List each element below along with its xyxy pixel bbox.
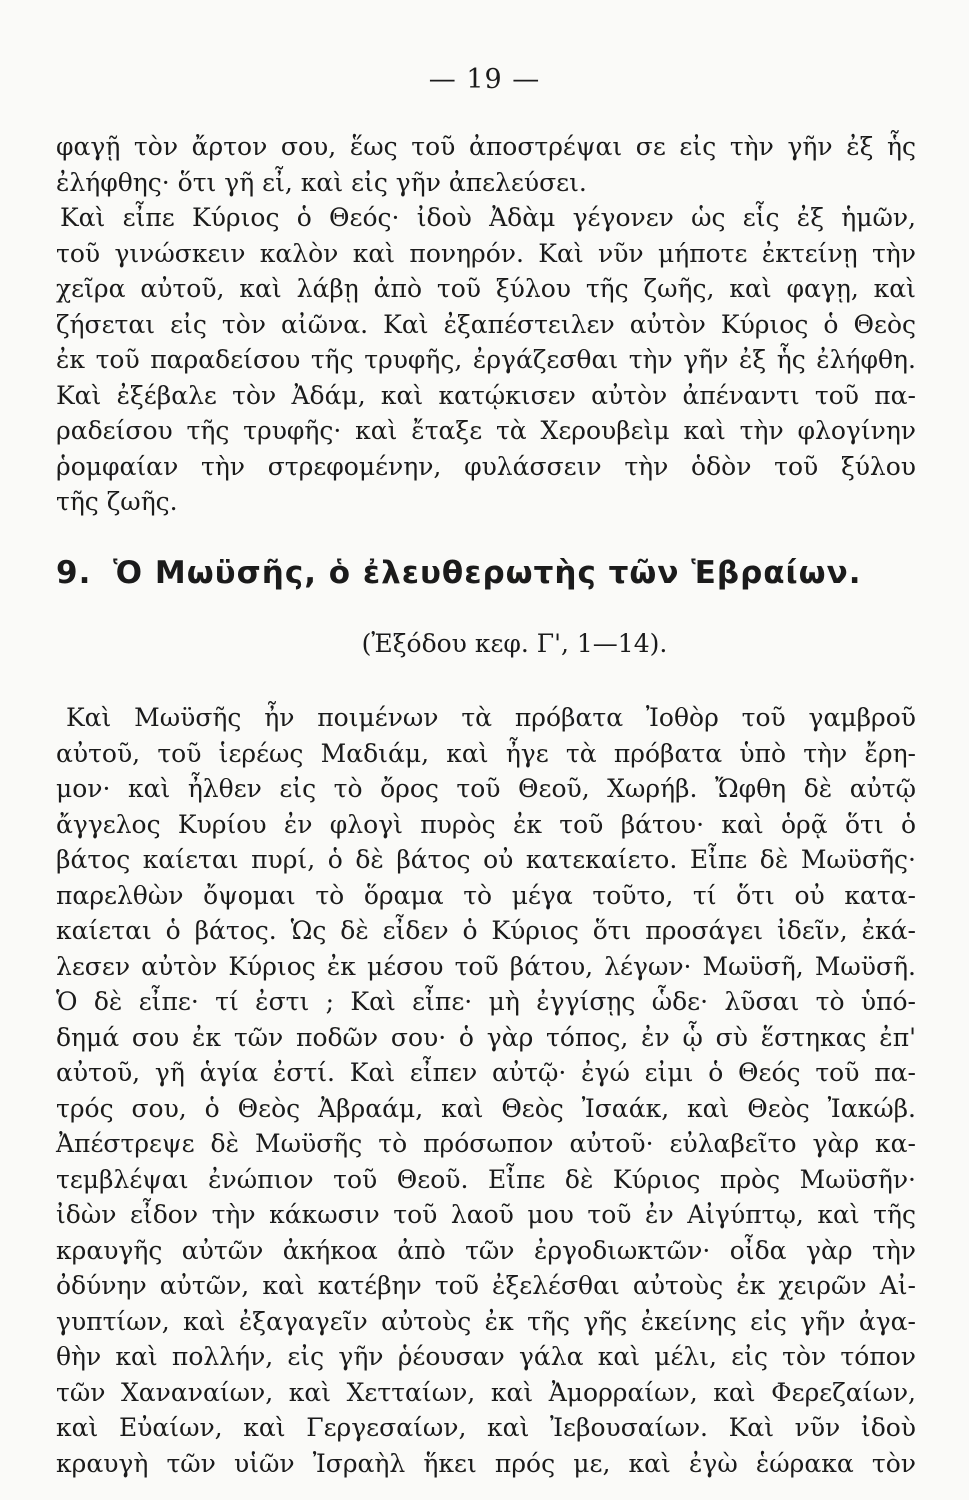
text-line: κραυγὴ τῶν υἱῶν Ἰσραὴλ ἥκει πρός με, καὶ ἐγὼ ἑώρακα τὸν bbox=[56, 1448, 916, 1478]
text-line: ραδείσου τῆς τρυφῆς· καὶ ἔταξε τὰ Χερουβεὶμ καὶ τὴν φλογίνην bbox=[56, 416, 916, 445]
text-line: τοῦ γινώσκειν καλὸν καὶ πονηρόν. Καὶ νῦν μήποτε ἐκτείνῃ τὴν bbox=[56, 238, 916, 268]
text-line: τρός σου, ὁ Θεὸς Ἀβραάμ, καὶ Θεὸς Ἰσαάκ, καὶ Θεὸς Ἰακώβ. bbox=[56, 1093, 916, 1123]
text-line: τεμβλέψαι ἐνώπιον τοῦ Θεοῦ. Εἶπε δὲ Κύριος πρὸς Μωϋσῆν· bbox=[56, 1164, 916, 1194]
text-line: αὐτοῦ, τοῦ ἱερέως Μαδιάμ, καὶ ἦγε τὰ πρόβατα ὑπὸ τὴν ἔρη- bbox=[56, 738, 916, 768]
text-line: ὀδύνην αὐτῶν, καὶ κατέβην τοῦ ἐξελέσθαι αὐτοὺς ἐκ χειρῶν Αἰ- bbox=[56, 1271, 916, 1300]
section-number: 9. bbox=[56, 555, 92, 591]
text-line: βάτος καίεται πυρί, ὁ δὲ βάτος οὐ κατεκαίετο. Εἶπε δὲ Μωϋσῆς· bbox=[56, 845, 916, 874]
text-line: ζήσεται εἰς τὸν αἰῶνα. Καὶ ἐξαπέστειλεν αὐτὸν Κύριος ὁ Θεὸς bbox=[56, 309, 916, 339]
text-line: ῥομφαίαν τὴν στρεφομένην, φυλάσσειν τὴν ὁδὸν τοῦ ξύλου bbox=[56, 451, 916, 481]
text-line: παρελθὼν ὄψομαι τὸ ὅραμα τὸ μέγα τοῦτο, τί ὅτι οὐ κατα- bbox=[56, 880, 916, 910]
text-line: ἄγγελος Κυρίου ἐν φλογὶ πυρὸς ἐκ τοῦ βάτου· καὶ ὁρᾷ ὅτι ὁ bbox=[56, 809, 916, 839]
text-line: ἐκ τοῦ παραδείσου τῆς τρυφῆς, ἐργάζεσθαι τὴν γῆν ἐξ ἧς ἐλήφθη. bbox=[56, 345, 916, 374]
text-line: γυπτίων, καὶ ἐξαγαγεῖν αὐτοὺς ἐκ τῆς γῆς ἐκείνης εἰς γῆν ἀγα- bbox=[56, 1306, 916, 1336]
text-line: τῶν Χαναναίων, καὶ Χετταίων, καὶ Ἀμορραίων, καὶ Φερεζαίων, bbox=[56, 1377, 916, 1407]
text-line: χεῖρα αὐτοῦ, καὶ λάβῃ ἀπὸ τοῦ ξύλου τῆς ζωῆς, καὶ φαγῃ, καὶ bbox=[56, 274, 916, 303]
text-line: καίεται ὁ βάτος. Ὡς δὲ εἶδεν ὁ Κύριος ὅτι προσάγει ἰδεῖν, ἐκά- bbox=[56, 916, 916, 945]
text-line: μον· καὶ ἦλθεν εἰς τὸ ὄρος τοῦ Θεοῦ, Χωρήβ. Ὤφθη δὲ αὐτῷ bbox=[56, 774, 916, 803]
text-line: Ὁ δὲ εἶπε· τί ἐστι ; Καὶ εἶπε· μὴ ἐγγίσῃς ὧδε· λῦσαι τὸ ὑπό- bbox=[56, 987, 916, 1016]
text-line: Καὶ Μωϋσῆς ἦν ποιμένων τὰ πρόβατα Ἰοθὸρ τοῦ γαμβροῦ bbox=[66, 703, 916, 732]
text-line: τῆς ζωῆς. bbox=[56, 487, 178, 516]
text-line: λεσεν αὐτὸν Κύριος ἐκ μέσου τοῦ βάτου, λέγων· Μωϋσῆ, Μωϋσῆ. bbox=[56, 951, 916, 981]
text-line: Ἀπέστρεψε δὲ Μωϋσῆς τὸ πρόσωπον αὐτοῦ· εὐλαβεῖτο γὰρ κα- bbox=[56, 1129, 916, 1158]
page-number: — 19 — bbox=[428, 64, 541, 95]
text-line: Καὶ ἐξέβαλε τὸν Ἀδάμ, καὶ κατῴκισεν αὐτὸν ἀπέναντι τοῦ πα- bbox=[56, 380, 916, 410]
section-title: Ὁ Μωϋσῆς, ὁ ἐλευθερωτὴς τῶν Ἑβραίων. bbox=[113, 555, 862, 591]
text-line: ἐλήφθης· ὅτι γῆ εἶ, καὶ εἰς γῆν ἀπελεύσει. bbox=[56, 167, 587, 197]
text-line: φαγῇ τὸν ἄρτον σου, ἕως τοῦ ἀποστρέψαι σε εἰς τὴν γῆν ἐξ ἧς bbox=[56, 132, 916, 161]
text-line: δημά σου ἐκ τῶν ποδῶν σου· ὁ γὰρ τόπος, ἐν ᾧ σὺ ἕστηκας ἐπ' bbox=[56, 1022, 916, 1052]
text-line: Καὶ εἶπε Κύριος ὁ Θεός· ἰδοὺ Ἀδὰμ γέγονεν ὡς εἷς ἐξ ἡμῶν, bbox=[60, 203, 916, 232]
text-line: αὐτοῦ, γῆ ἁγία ἐστί. Καὶ εἶπεν αὐτῷ· ἐγώ εἰμι ὁ Θεός τοῦ πα- bbox=[56, 1058, 916, 1087]
section-heading bbox=[56, 548, 916, 598]
scripture-reference: (Ἐξόδου κεφ. Γ', 1—14). bbox=[361, 629, 668, 658]
text-line: θὴν καὶ πολλήν, εἰς γῆν ῥέουσαν γάλα καὶ μέλι, εἰς τὸν τόπον bbox=[56, 1342, 916, 1371]
section-body bbox=[56, 700, 916, 1481]
text-line: κραυγῆς αὐτῶν ἀκήκοα ἀπὸ τῶν ἐργοδιωκτῶν· οἶδα γὰρ τὴν bbox=[56, 1235, 916, 1265]
text-line: καὶ Εὐαίων, καὶ Γεργεσαίων, καὶ Ἰεβουσαίων. Καὶ νῦν ἰδοὺ bbox=[56, 1413, 916, 1442]
text-line: ἰδὼν εἶδον τὴν κάκωσιν τοῦ λαοῦ μου τοῦ ἐν Αἰγύπτῳ, καὶ τῆς bbox=[56, 1200, 916, 1229]
paragraph-continuation bbox=[56, 129, 916, 520]
